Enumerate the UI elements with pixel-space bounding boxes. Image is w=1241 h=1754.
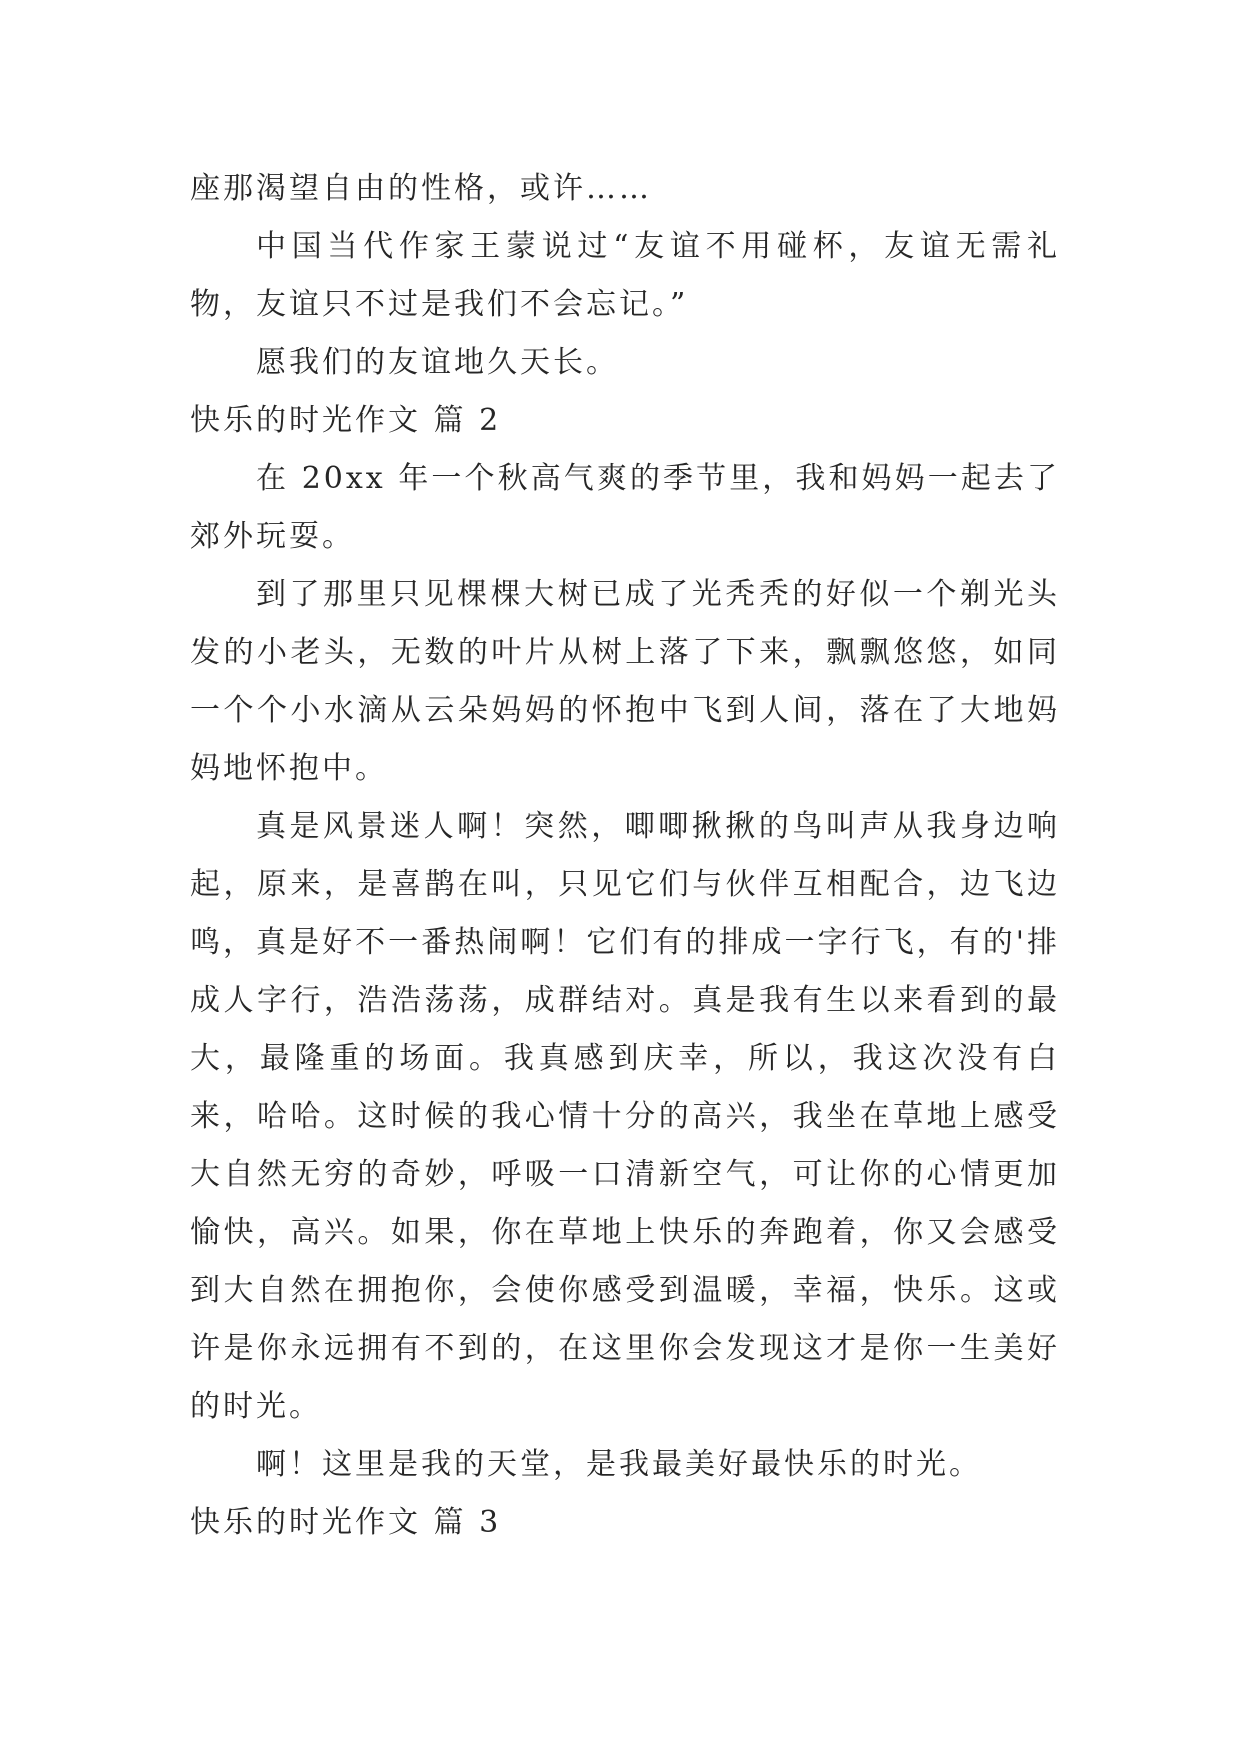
- paragraph-quote: 中国当代作家王蒙说过“友谊不用碰杯，友谊无需礼物，友谊只不过是我们不会忘记。”: [190, 229, 1060, 322]
- paragraph-scenery: 到了那里只见棵棵大树已成了光秃秃的好似一个剃光头发的小老头，无数的叶片从树上落了下来，飘飘悠悠，如同一个个小水滴从云朵妈妈的怀抱中飞到人间，落在了大地妈妈地怀抱中。: [190, 577, 1060, 786]
- section-heading-2: 快乐的时光作文 篇 2: [190, 403, 502, 438]
- section-heading-3: 快乐的时光作文 篇 3: [190, 1505, 502, 1540]
- paragraph-closing: 啊！这里是我的天堂，是我最美好最快乐的时光。: [256, 1447, 982, 1482]
- paragraph-intro: 在 20xx 年一个秋高气爽的季节里，我和妈妈一起去了郊外玩耍。: [190, 461, 1060, 554]
- paragraph-birds: 真是风景迷人啊！突然，唧唧揪揪的鸟叫声从我身边响起，原来，是喜鹊在叫，只见它们与伙伴互相配合，边飞边鸣，真是好不一番热闹啊！它们有的排成一字行飞，有的'排成人字行，浩浩荡荡，成群结对。真是我有生以来看到的最大，最隆重的场面。我真感到庆幸，所以，我这次没有白来，哈哈。这时候的我心情十分的高兴，我坐在草地上感受大自然无穷的奇妙，呼吸一口清新空气，可让你的心情更加愉快，高兴。如果，你在草地上快乐的奔跑着，你又会感受到大自然在拥抱你，会使你感受到温暖，幸福，快乐。这或许是你永远拥有不到的，在这里你会发现这才是你一生美好的时光。: [190, 809, 1060, 1424]
- document-body: [190, 160, 1060, 1552]
- paragraph-continuation: 座那渴望自由的性格，或许……: [190, 171, 652, 206]
- paragraph-wish: 愿我们的友谊地久天长。: [256, 345, 619, 380]
